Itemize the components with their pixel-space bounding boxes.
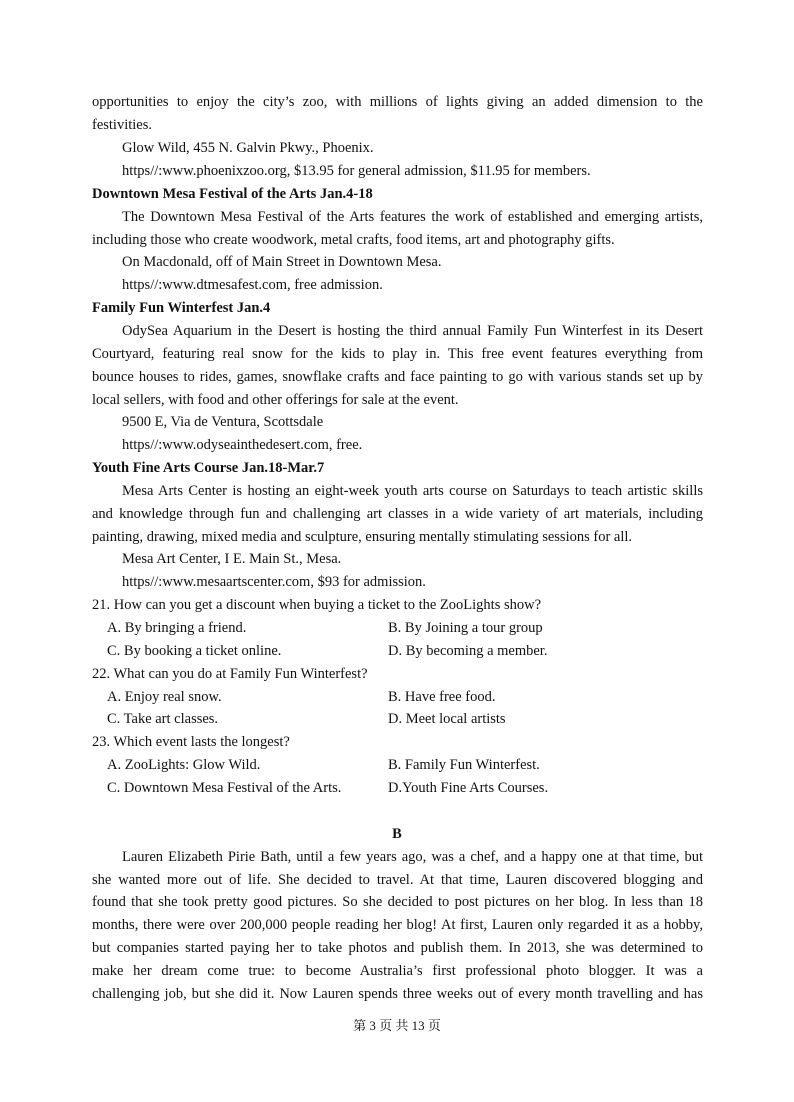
event-2-line-1: OdySea Aquarium in the Desert is hosting the third annual Family Fun Winterfest in its Desert	[122, 323, 703, 339]
event-2-address: 9500 E, Via de Ventura, Scottsdale	[122, 414, 324, 430]
question-23-option-a: A. ZooLights: Glow Wild.	[107, 757, 261, 773]
event-3-line-1: Mesa Arts Center is hosting an eight-week youth arts course on Saturdays to teach artistic skills	[122, 483, 703, 499]
question-21-option-c: C. By booking a ticket online.	[107, 643, 282, 659]
section-b-line-1: Lauren Elizabeth Pirie Bath, until a few years ago, was a chef, and a happy one at that time, but	[122, 849, 703, 865]
intro-info: https//:www.phoenixzoo.org, $13.95 for general admission, $11.95 for members.	[122, 163, 591, 179]
event-2-line-3: bounce houses to rides, games, snowflake crafts and face painting to go with various stands set up by	[92, 369, 703, 385]
question-21-stem: 21. How can you get a discount when buying a ticket to the ZooLights show?	[92, 597, 542, 613]
question-22-stem: 22. What can you do at Family Fun Winterfest?	[92, 666, 368, 682]
section-b-line-6: make her dream come true: to become Australia’s first professional photo blogger. It was a	[92, 963, 703, 979]
event-1-line-2: including those who create woodwork, metal crafts, food items, art and photography gifts.	[92, 232, 615, 248]
event-2-line-2: Courtyard, featuring real snow for the kids to play in. This free event features everything from	[92, 346, 703, 362]
section-b-line-2: she wanted more out of life. She decided to travel. At that time, Lauren discovered blogging and	[92, 872, 703, 888]
question-21-option-a: A. By bringing a friend.	[107, 620, 247, 636]
event-title-family-fun: Family Fun Winterfest Jan.4	[92, 300, 271, 316]
question-21-option-d: D. By becoming a member.	[388, 643, 548, 659]
question-22-option-a: A. Enjoy real snow.	[107, 689, 222, 705]
event-3-info: https//:www.mesaartscenter.com, $93 for admission.	[122, 574, 426, 590]
section-b-heading: B	[392, 826, 402, 842]
intro-line-1: opportunities to enjoy the city’s zoo, with millions of lights giving an added dimension to the	[92, 94, 703, 110]
event-1-info: https//:www.dtmesafest.com, free admission.	[122, 277, 383, 293]
event-title-youth-fine-arts: Youth Fine Arts Course Jan.18-Mar.7	[92, 460, 325, 476]
question-22-option-c: C. Take art classes.	[107, 711, 219, 727]
section-b-line-4: months, there were over 200,000 people reading her blog! At first, Lauren only regarded it as a hobby,	[92, 917, 703, 933]
question-23-option-d: D.Youth Fine Arts Courses.	[388, 780, 549, 796]
intro-line-2: festivities.	[92, 117, 153, 133]
section-b-line-7: challenging job, but she did it. Now Lauren spends three weeks out of every month travelling and has	[92, 986, 703, 1002]
question-22-option-b: B. Have free food.	[388, 689, 496, 705]
event-3-address: Mesa Art Center, I E. Main St., Mesa.	[122, 551, 342, 567]
event-2-line-4: local sellers, with food and other offerings for sale at the event.	[92, 392, 459, 408]
section-b-line-5: but companies started paying her to take photos and publish them. In 2013, she was determined to	[92, 940, 703, 956]
question-23-option-c: C. Downtown Mesa Festival of the Arts.	[107, 780, 342, 796]
intro-address: Glow Wild, 455 N. Galvin Pkwy., Phoenix.	[122, 140, 374, 156]
question-23-stem: 23. Which event lasts the longest?	[92, 734, 290, 750]
event-1-line-1: The Downtown Mesa Festival of the Arts features the work of established and emerging artists,	[122, 209, 703, 225]
page-footer: 第 3 页 共 13 页	[353, 1018, 441, 1033]
question-22-option-d: D. Meet local artists	[388, 711, 506, 727]
question-21-option-b: B. By Joining a tour group	[388, 620, 543, 636]
event-3-line-2: and knowledge through fun and challenging art classes in a wide variety of art materials, including	[92, 506, 703, 522]
event-title-downtown-mesa: Downtown Mesa Festival of the Arts Jan.4-18	[92, 186, 373, 202]
section-b-line-3: found that she took pretty good pictures. So she decided to post pictures on her blog. In less than 18	[92, 894, 703, 910]
question-23-option-b: B. Family Fun Winterfest.	[388, 757, 540, 773]
event-2-info: https//:www.odyseainthedesert.com, free.	[122, 437, 363, 453]
event-3-line-3: painting, drawing, mixed media and sculpture, ensuring mentally stimulating sessions for all.	[92, 529, 633, 545]
event-1-address: On Macdonald, off of Main Street in Downtown Mesa.	[122, 254, 442, 270]
